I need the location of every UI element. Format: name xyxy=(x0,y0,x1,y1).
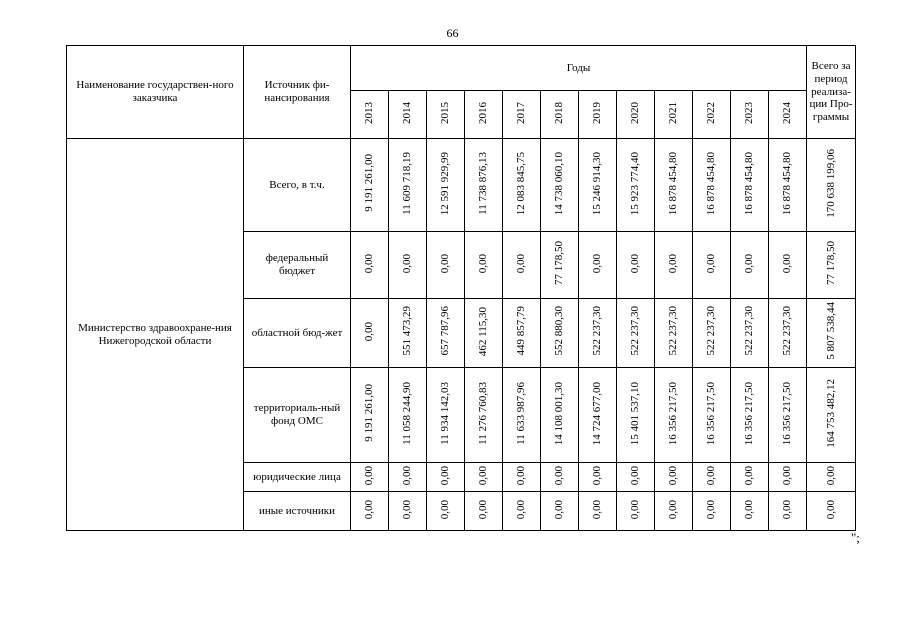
value-text: 16 356 217,50 xyxy=(781,381,794,445)
value-text: 0,00 xyxy=(781,465,794,485)
value-text: 0,00 xyxy=(553,499,566,519)
value-cell xyxy=(389,463,427,492)
header-year-2020 xyxy=(617,91,655,139)
value-text: 0,00 xyxy=(477,499,490,519)
value-text: 11 058 244,90 xyxy=(401,381,414,445)
value-text: 16 878 454,80 xyxy=(667,151,680,215)
closing-quote-mark: "; xyxy=(851,530,860,545)
value-text: 11 609 718,19 xyxy=(401,151,414,215)
value-cell xyxy=(351,299,389,368)
value-text: 0,00 xyxy=(781,253,794,273)
header-year-label: 2020 xyxy=(629,101,642,124)
header-year-label: 2017 xyxy=(515,101,528,124)
total-text: 5 807 538,44 xyxy=(824,302,837,361)
header-year-2021 xyxy=(655,91,693,139)
funding-source-label: территориаль-ный фонд ОМС xyxy=(244,368,351,463)
header-year-2015 xyxy=(427,91,465,139)
value-text: 522 237,30 xyxy=(629,306,642,356)
funding-source-label: федеральный бюджет xyxy=(244,232,351,299)
value-text: 522 237,30 xyxy=(667,306,680,356)
value-cell xyxy=(351,463,389,492)
value-cell xyxy=(731,368,769,463)
value-text: 522 237,30 xyxy=(591,306,604,356)
value-cell xyxy=(541,232,579,299)
value-text: 522 237,30 xyxy=(743,306,756,356)
value-text: 14 724 677,00 xyxy=(591,381,604,445)
value-cell xyxy=(731,232,769,299)
value-text: 16 878 454,80 xyxy=(705,151,718,215)
value-text: 522 237,30 xyxy=(781,306,794,356)
header-year-2022 xyxy=(693,91,731,139)
value-cell xyxy=(655,299,693,368)
value-text: 15 246 914,30 xyxy=(591,151,604,215)
value-cell xyxy=(465,139,503,232)
value-text: 16 878 454,80 xyxy=(781,151,794,215)
value-cell xyxy=(427,368,465,463)
header-year-label: 2019 xyxy=(591,101,604,124)
header-year-2014 xyxy=(389,91,427,139)
value-cell xyxy=(389,299,427,368)
value-text: 12 083 845,75 xyxy=(515,151,528,215)
value-text: 0,00 xyxy=(629,253,642,273)
value-cell xyxy=(503,368,541,463)
header-year-2024 xyxy=(769,91,807,139)
value-text: 0,00 xyxy=(591,465,604,485)
total-cell xyxy=(807,368,856,463)
header-year-2019 xyxy=(579,91,617,139)
value-cell xyxy=(389,139,427,232)
value-cell xyxy=(731,299,769,368)
value-text: 0,00 xyxy=(439,253,452,273)
header-years: Годы xyxy=(351,46,807,91)
value-text: 16 356 217,50 xyxy=(667,381,680,445)
header-year-2023 xyxy=(731,91,769,139)
value-text: 0,00 xyxy=(781,499,794,519)
value-text: 0,00 xyxy=(743,465,756,485)
value-text: 16 878 454,80 xyxy=(743,151,756,215)
header-customer: Наименование государствен-ного заказчика xyxy=(67,46,244,139)
value-text: 0,00 xyxy=(705,465,718,485)
value-text: 0,00 xyxy=(629,465,642,485)
value-cell xyxy=(427,232,465,299)
value-text: 449 857,79 xyxy=(515,306,528,356)
value-text: 11 633 987,96 xyxy=(515,381,528,445)
value-text: 77 178,50 xyxy=(553,241,566,286)
funding-source-label: иные источники xyxy=(244,492,351,531)
header-year-label: 2016 xyxy=(477,101,490,124)
header-source: Источник фи-нансирования xyxy=(244,46,351,139)
total-cell xyxy=(807,232,856,299)
value-text: 0,00 xyxy=(705,253,718,273)
value-cell xyxy=(617,463,655,492)
header-year-label: 2018 xyxy=(553,101,566,124)
value-cell xyxy=(541,463,579,492)
value-cell xyxy=(693,463,731,492)
header-year-label: 2021 xyxy=(667,101,680,124)
value-text: 552 880,30 xyxy=(553,306,566,356)
value-cell xyxy=(541,299,579,368)
value-cell xyxy=(541,368,579,463)
header-year-label: 2015 xyxy=(439,101,452,124)
value-cell xyxy=(693,232,731,299)
value-cell xyxy=(655,232,693,299)
customer-name: Министерство здравоохране-ния Нижегородской области xyxy=(67,139,244,531)
value-cell xyxy=(541,139,579,232)
value-cell xyxy=(351,232,389,299)
value-text: 0,00 xyxy=(363,321,376,341)
header-year-label: 2024 xyxy=(781,101,794,124)
value-text: 0,00 xyxy=(363,499,376,519)
value-text: 0,00 xyxy=(553,465,566,485)
value-cell xyxy=(579,492,617,531)
value-cell xyxy=(389,368,427,463)
value-cell xyxy=(731,139,769,232)
value-text: 12 591 929,99 xyxy=(439,151,452,215)
funding-source-label: Всего, в т.ч. xyxy=(244,139,351,232)
total-text: 164 753 482,12 xyxy=(824,378,837,448)
value-text: 9 191 261,00 xyxy=(363,384,376,443)
value-text: 11 738 876,13 xyxy=(477,151,490,215)
header-year-label: 2014 xyxy=(401,101,414,124)
value-cell xyxy=(351,492,389,531)
value-cell xyxy=(769,139,807,232)
value-text: 522 237,30 xyxy=(705,306,718,356)
value-cell xyxy=(351,139,389,232)
value-cell xyxy=(389,232,427,299)
value-text: 0,00 xyxy=(629,499,642,519)
total-text: 0,00 xyxy=(824,465,837,485)
value-cell xyxy=(427,463,465,492)
value-cell xyxy=(503,463,541,492)
total-cell xyxy=(807,139,856,232)
value-cell xyxy=(427,299,465,368)
funding-table xyxy=(66,45,856,531)
value-text: 0,00 xyxy=(705,499,718,519)
value-text: 0,00 xyxy=(743,253,756,273)
total-text: 0,00 xyxy=(824,499,837,519)
value-text: 657 787,96 xyxy=(439,306,452,356)
header-year-2016 xyxy=(465,91,503,139)
value-text: 16 356 217,50 xyxy=(743,381,756,445)
value-text: 9 191 261,00 xyxy=(363,154,376,213)
value-cell xyxy=(503,139,541,232)
value-text: 0,00 xyxy=(477,253,490,273)
value-cell xyxy=(541,492,579,531)
value-text: 0,00 xyxy=(667,499,680,519)
value-cell xyxy=(503,492,541,531)
value-text: 0,00 xyxy=(515,465,528,485)
header-year-2013 xyxy=(351,91,389,139)
page-number: 66 xyxy=(446,26,459,40)
value-cell xyxy=(617,492,655,531)
value-text: 0,00 xyxy=(439,499,452,519)
value-text: 0,00 xyxy=(477,465,490,485)
value-cell xyxy=(503,299,541,368)
header-year-2018 xyxy=(541,91,579,139)
value-cell xyxy=(465,232,503,299)
value-text: 14 738 060,10 xyxy=(553,151,566,215)
value-cell xyxy=(579,139,617,232)
value-cell xyxy=(427,492,465,531)
value-text: 0,00 xyxy=(515,499,528,519)
value-cell xyxy=(769,492,807,531)
value-text: 15 923 774,40 xyxy=(629,151,642,215)
value-text: 551 473,29 xyxy=(401,306,414,356)
value-cell xyxy=(579,232,617,299)
value-cell xyxy=(655,368,693,463)
value-cell xyxy=(769,232,807,299)
value-text: 0,00 xyxy=(401,465,414,485)
value-cell xyxy=(731,463,769,492)
value-cell xyxy=(579,299,617,368)
value-cell xyxy=(769,299,807,368)
value-cell xyxy=(655,492,693,531)
value-cell xyxy=(617,368,655,463)
value-cell xyxy=(465,463,503,492)
value-cell xyxy=(503,232,541,299)
total-cell xyxy=(807,299,856,368)
value-text: 14 108 001,30 xyxy=(553,381,566,445)
value-cell xyxy=(579,368,617,463)
value-cell xyxy=(465,492,503,531)
value-cell xyxy=(427,139,465,232)
value-cell xyxy=(655,139,693,232)
value-text: 0,00 xyxy=(401,499,414,519)
value-cell xyxy=(655,463,693,492)
header-year-label: 2013 xyxy=(363,101,376,124)
value-text: 11 934 142,03 xyxy=(439,381,452,445)
value-text: 0,00 xyxy=(667,465,680,485)
funding-source-label: областной бюд-жет xyxy=(244,299,351,368)
value-cell xyxy=(617,232,655,299)
header-year-label: 2022 xyxy=(705,101,718,124)
value-cell xyxy=(769,368,807,463)
value-text: 0,00 xyxy=(667,253,680,273)
value-cell xyxy=(351,368,389,463)
value-text: 462 115,30 xyxy=(477,306,490,356)
header-year-label: 2023 xyxy=(743,101,756,124)
value-cell xyxy=(579,463,617,492)
value-cell xyxy=(693,492,731,531)
value-cell xyxy=(693,299,731,368)
value-cell xyxy=(465,368,503,463)
value-cell xyxy=(731,492,769,531)
value-text: 0,00 xyxy=(515,253,528,273)
value-text: 0,00 xyxy=(591,253,604,273)
total-text: 77 178,50 xyxy=(824,241,837,286)
value-cell xyxy=(389,492,427,531)
value-text: 0,00 xyxy=(401,253,414,273)
total-cell xyxy=(807,492,856,531)
value-text: 0,00 xyxy=(591,499,604,519)
funding-source-label: юридические лица xyxy=(244,463,351,492)
value-text: 0,00 xyxy=(363,253,376,273)
total-cell xyxy=(807,463,856,492)
table-row xyxy=(67,139,856,232)
value-text: 15 401 537,10 xyxy=(629,381,642,445)
total-text: 170 638 199,06 xyxy=(824,148,837,218)
value-text: 11 276 760,83 xyxy=(477,381,490,445)
value-text: 0,00 xyxy=(743,499,756,519)
header-total: Всего за период реализа-ции Про-граммы xyxy=(807,46,856,139)
value-cell xyxy=(617,139,655,232)
header-year-2017 xyxy=(503,91,541,139)
value-cell xyxy=(693,368,731,463)
value-cell xyxy=(769,463,807,492)
value-cell xyxy=(617,299,655,368)
value-cell xyxy=(693,139,731,232)
value-text: 0,00 xyxy=(363,465,376,485)
value-text: 0,00 xyxy=(439,465,452,485)
value-cell xyxy=(465,299,503,368)
value-text: 16 356 217,50 xyxy=(705,381,718,445)
